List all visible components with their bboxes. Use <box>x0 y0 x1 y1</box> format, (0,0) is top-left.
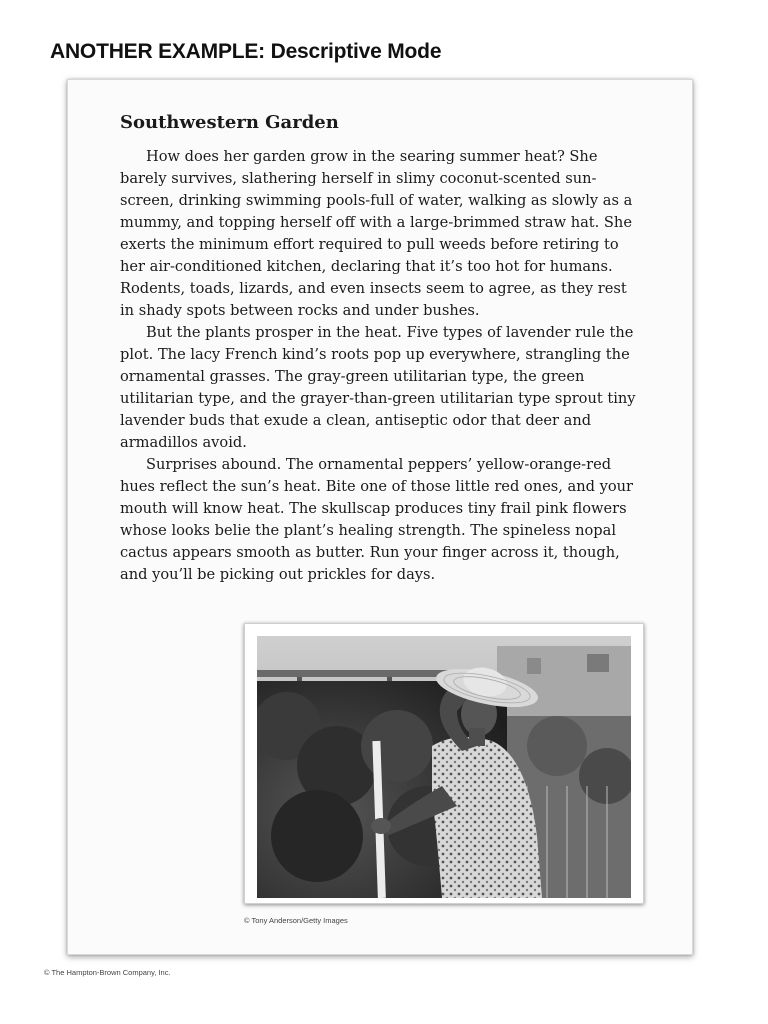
example-panel <box>67 79 693 955</box>
paragraph-2: But the plants prosper in the heat. Five types of lavender rule the plot. The lacy French kind’s roots pop up everywhere, strangling the ornamental grasses. The gray-green utilitarian type, the green utilitarian type, and the grayer-than-green utilitarian type sprout tiny lavender buds that exude a clean, antiseptic odor that deer and armadillos avoid. <box>120 324 636 451</box>
gardener-photo-image <box>257 636 631 898</box>
article-body <box>120 146 640 586</box>
copyright-footer: © The Hampton-Brown Company, Inc. <box>44 968 171 977</box>
paragraph-1: How does her garden grow in the searing summer heat? She barely survives, slathering herself in slimy coconut-scented sun-screen, drinking swimming pools-full of water, walking as slowly as a mummy, and topping herself off with a large-brimmed straw hat. She exerts the minimum effort required to pull weeds before retiring to her air-conditioned kitchen, declaring that it’s too hot for humans. Rodents, toads, lizards, and even insects seem to agree, as they rest in shady spots between rocks and under bushes. <box>120 148 633 319</box>
garden-photo <box>244 623 644 904</box>
page-heading: ANOTHER EXAMPLE: Descriptive Mode <box>50 40 442 63</box>
photo-credit: © Tony Anderson/Getty Images <box>244 916 348 925</box>
paragraph-3: Surprises abound. The ornamental peppers’ yellow-orange-red hues reflect the sun’s heat. Bite one of those little red ones, and your mouth will know heat. The skullscap produces tiny frail pink flowers whose looks belie the plant’s healing strength. The spineless nopal cactus appears smooth as butter. Run your finger across it, though, and you’ll be picking out prickles for days. <box>120 456 634 583</box>
article-title: Southwestern Garden <box>120 112 339 133</box>
